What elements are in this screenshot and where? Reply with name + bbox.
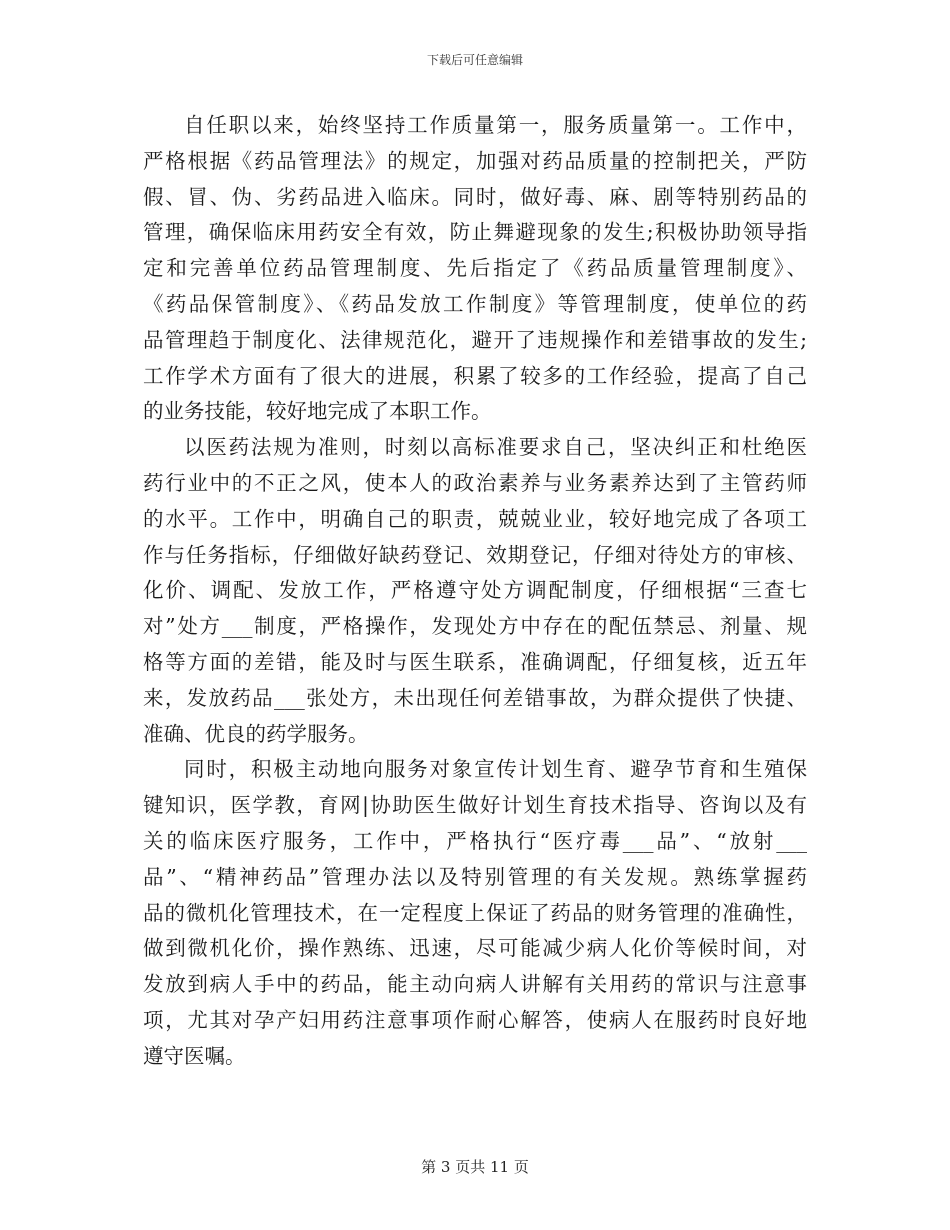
text-line: 键知识，医学教，育网|协助医生做好计划生育技术指导、咨询以及有 (143, 793, 807, 818)
text-line: 定和完善单位药品管理制度、先后指定了《药品质量管理制度》、 (143, 256, 807, 281)
paragraph-1 (143, 108, 807, 430)
text-line: 品管理趋于制度化、法律规范化，避开了违规操作和差错事故的发生; (143, 327, 807, 352)
text-line: 同时，积极主动地向服务对象宣传计划生育、避孕节育和生殖保 (184, 757, 807, 782)
text-line: 做到微机化价，操作熟练、迅速，尽可能减少病人化价等候时间，对 (143, 936, 807, 961)
text-line: 作与任务指标，仔细做好缺药登记、效期登记，仔细对待处方的审核、 (143, 542, 807, 567)
text-line: 遵守医嘱。 (143, 1043, 246, 1068)
paragraph-2 (143, 430, 807, 752)
text-line: 的业务技能，较好地完成了本职工作。 (143, 399, 492, 424)
document-body (143, 108, 807, 1075)
text-line: 项，尤其对孕产妇用药注意事项作耐心解答，使病人在服药时良好地 (143, 1007, 807, 1032)
text-line: 关的临床医疗服务，工作中，严格执行“医疗毒___品”、“放射___ (143, 828, 807, 853)
text-line: 品”、“精神药品”管理办法以及特别管理的有关发规。熟练掌握药 (143, 864, 807, 889)
page-header: 下载后可任意编辑 (426, 53, 523, 67)
text-line: 自任职以来，始终坚持工作质量第一，服务质量第一。工作中， (184, 113, 807, 137)
text-line: 准确、优良的药学服务。 (143, 721, 369, 746)
text-line: 发放到病人手中的药品，能主动向病人讲解有关用药的常识与注意事 (143, 972, 807, 997)
text-line: 格等方面的差错，能及时与医生联系，准确调配，仔细复核，近五年 (143, 649, 807, 674)
text-line: 管理，确保临床用药安全有效，防止舞避现象的发生;积极协助领导指 (143, 220, 807, 245)
text-line: 药行业中的不正之风，使本人的政治素养与业务素养达到了主管药师 (143, 470, 807, 495)
text-line: 严格根据《药品管理法》的规定，加强对药品质量的控制把关，严防 (143, 148, 807, 173)
text-line: 对”处方___制度，严格操作，发现处方中存在的配伍禁忌、剂量、规 (143, 614, 807, 639)
text-line: 以医药法规为准则，时刻以高标准要求自己，坚决纠正和杜绝医 (184, 435, 807, 460)
text-line: 假、冒、伪、劣药品进入临床。同时，做好毒、麻、剧等特别药品的 (143, 184, 807, 209)
text-line: 化价、调配、发放工作，严格遵守处方调配制度，仔细根据“三查七 (143, 578, 807, 603)
text-line: 《药品保管制度》、《药品发放工作制度》等管理制度，使单位的药 (143, 291, 807, 316)
text-line: 品的微机化管理技术，在一定程度上保证了药品的财务管理的准确性， (143, 900, 807, 925)
page-footer: 第 3 页共 11 页 (421, 1158, 529, 1176)
paragraph-3 (143, 752, 807, 1074)
text-line: 工作学术方面有了很大的进展，积累了较多的工作经验，提高了自己 (143, 363, 807, 388)
text-line: 的水平。工作中，明确自己的职责，兢兢业业，较好地完成了各项工 (143, 506, 807, 531)
text-line: 来，发放药品___张处方，未出现任何差错事故，为群众提供了快捷、 (143, 685, 807, 710)
